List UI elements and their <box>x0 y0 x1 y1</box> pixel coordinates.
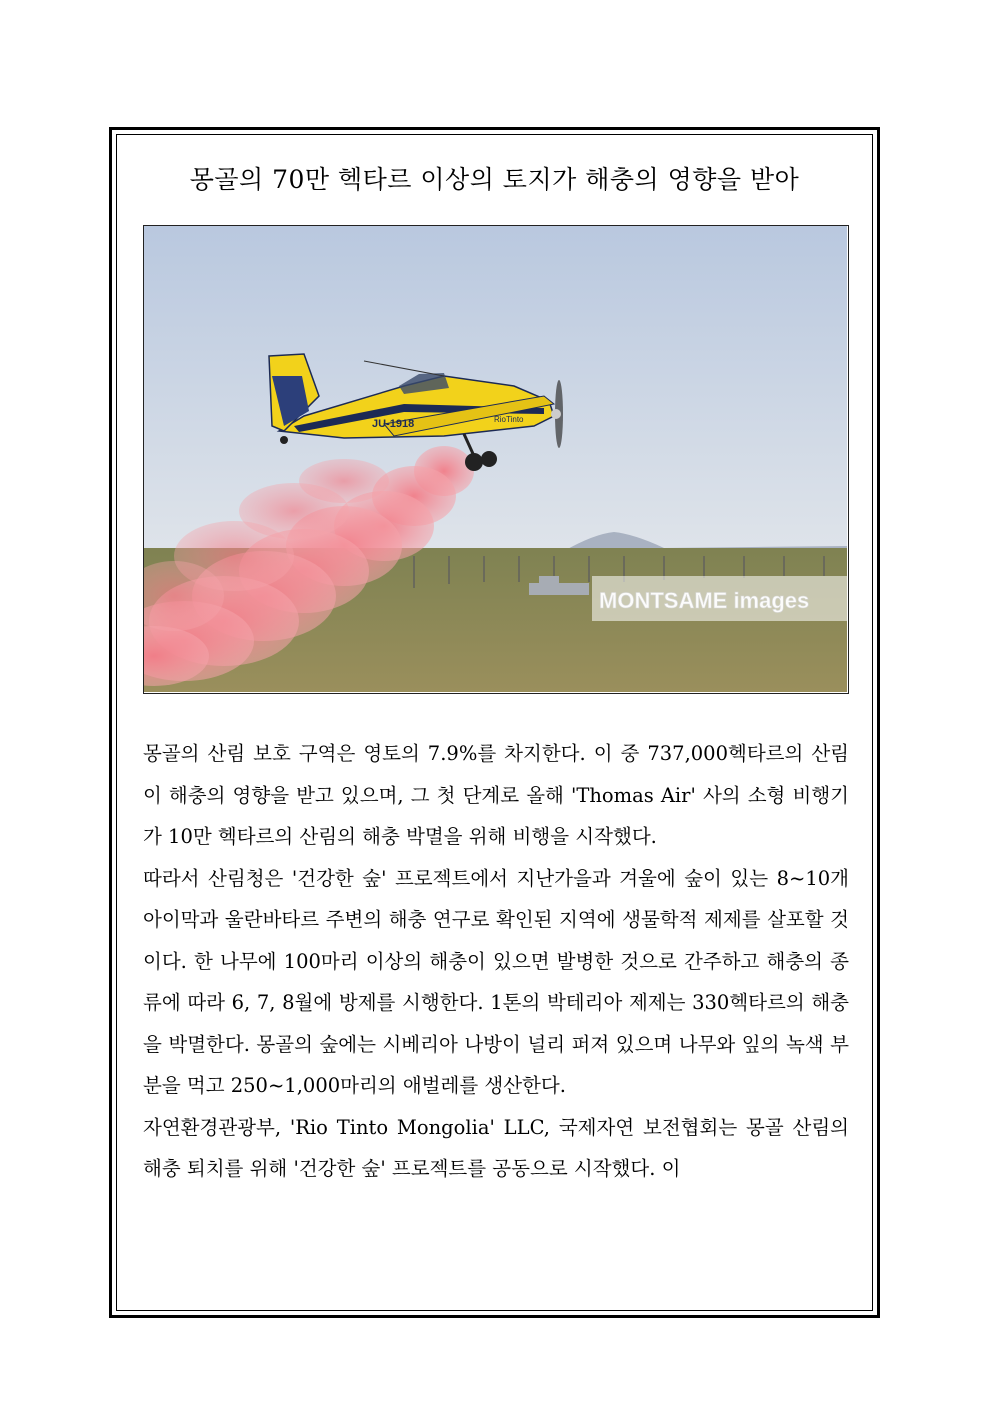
article-body <box>143 733 849 1190</box>
paragraph-1: 몽골의 산림 보호 구역은 영토의 7.9%를 차지한다. 이 중 737,000헥타르의 산림이 해충의 영향을 받고 있으며, 그 첫 단계로 올해 'Thomas Air' 사의 소형 비행기가 10만 헥타르의 산림의 해충 박멸을 위해 비행을 시작했다. <box>143 742 849 848</box>
paragraph-3: 자연환경관광부, 'Rio Tinto Mongolia' LLC, 국제자연 보전협회는 몽골 산림의 해충 퇴치를 위해 '건강한 숲' 프로젝트를 공동으로 시작했다. 이 <box>143 1115 849 1180</box>
article-title: 몽골의 70만 헥타르 이상의 토지가 해충의 영향을 받아 <box>189 165 800 194</box>
article-photo <box>143 225 849 694</box>
watermark: MONTSAME images <box>599 588 810 613</box>
paragraph-2: 따라서 산림청은 '건강한 숲' 프로젝트에서 지난가을과 겨울에 숲이 있는 8~10개 아이막과 울란바타르 주변의 해충 연구로 확인된 지역에 생물학적 제제를 살포할 것이다. 한 나무에 100마리 이상의 해충이 있으면 발병한 것으로 간주하고 해충의 종류에 따라 6, 7, 8월에 방제를 시행한다. 1톤의 박테리아 제제는 330헥타르의 해충을 박멸한다. 몽골의 숲에는 시베리아 나방이 널리 퍼져 있으며 나무와 잎의 녹색 부분을 먹고 250~1,000마리의 애벌레를 생산한다. <box>143 866 849 1097</box>
plane-logo: RioTinto <box>494 415 524 424</box>
plane-registration: JU-1918 <box>372 418 415 430</box>
